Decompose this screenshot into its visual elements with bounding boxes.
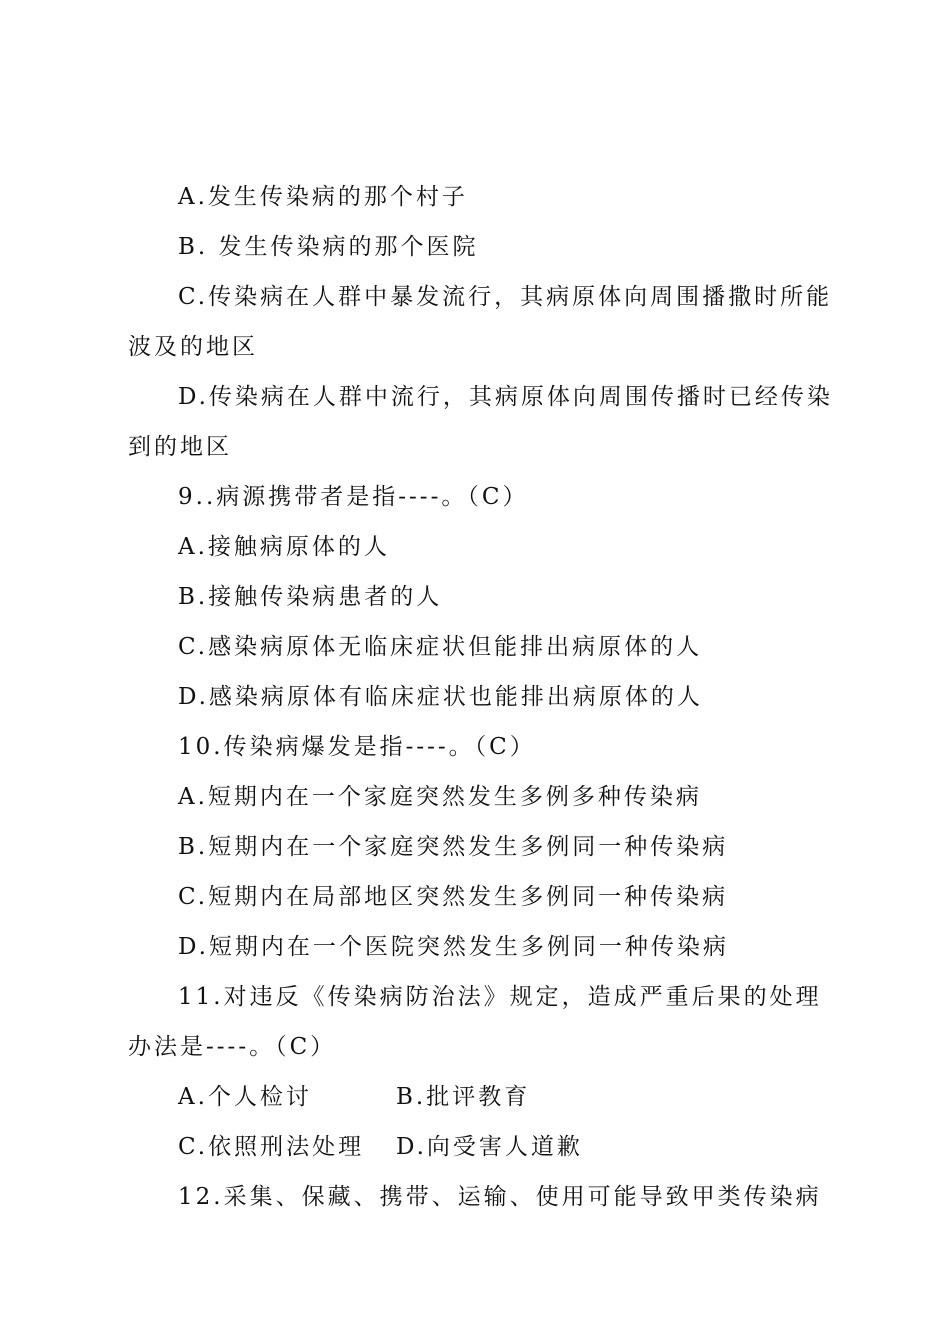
q8-option-b: B. 发生传染病的那个医院 xyxy=(178,234,479,260)
q11-option-c: C.依照刑法处理 xyxy=(178,1134,365,1160)
q10-option-d: D.短期内在一个医院突然发生多例同一种传染病 xyxy=(178,934,729,960)
q10-option-c: C.短期内在局部地区突然发生多例同一种传染病 xyxy=(178,884,729,910)
q11-option-d: D.向受害人道歉 xyxy=(396,1134,583,1160)
q8-option-d-line1: D.传染病在人群中流行，其病原体向周围传播时已经传染 xyxy=(178,384,833,410)
q8-option-a: A.发生传染病的那个村子 xyxy=(178,184,468,210)
document-body xyxy=(128,172,833,1222)
q10-option-a: A.短期内在一个家庭突然发生多例多种传染病 xyxy=(178,784,702,810)
q10-option-b: B.短期内在一个家庭突然发生多例同一种传染病 xyxy=(178,834,729,860)
q8-option-c-line2: 波及的地区 xyxy=(128,334,258,360)
q9-option-d: D.感染病原体有临床症状也能排出病原体的人 xyxy=(178,684,703,710)
q9-option-b: B.接触传染病患者的人 xyxy=(178,584,443,610)
q11-options-row1 xyxy=(128,1072,822,1122)
q11-option-b: B.批评教育 xyxy=(396,1084,531,1110)
q12-question-line1: 12.采集、保藏、携带、运输、使用可能导致甲类传染病 xyxy=(178,1184,822,1210)
q11-options-row2 xyxy=(128,1122,822,1172)
q11-question-line1: 11.对违反《传染病防治法》规定，造成严重后果的处理 xyxy=(178,984,822,1010)
q11-question-line2: 办法是----。（C） xyxy=(128,1034,337,1060)
q9-option-c: C.感染病原体无临床症状但能排出病原体的人 xyxy=(178,634,703,660)
q11-option-a: A.个人检讨 xyxy=(178,1084,312,1110)
q9-option-a: A.接触病原体的人 xyxy=(178,534,390,560)
q10-question: 10.传染病爆发是指----。（C） xyxy=(178,734,536,760)
q8-option-d-line2: 到的地区 xyxy=(128,434,232,460)
q8-option-c-line1: C.传染病在人群中暴发流行，其病原体向周围播撒时所能 xyxy=(178,284,833,310)
q9-question: 9..病源携带者是指----。（C） xyxy=(178,484,529,510)
